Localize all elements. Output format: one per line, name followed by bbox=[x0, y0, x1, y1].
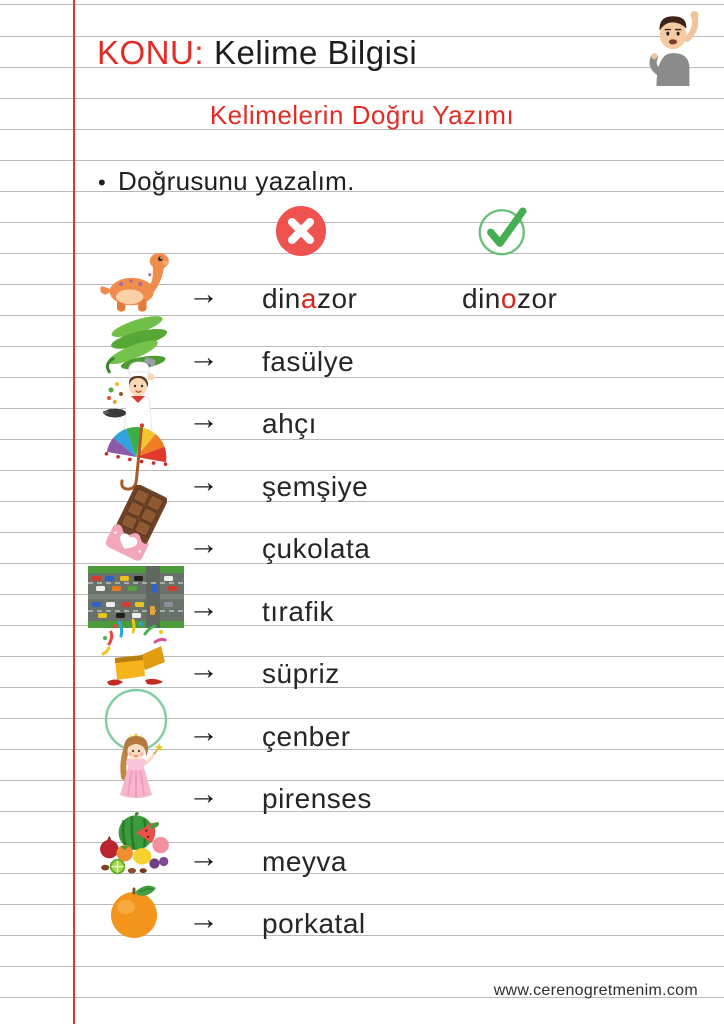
bullet-icon: • bbox=[98, 170, 107, 195]
misspelled-word: fasülye bbox=[262, 346, 355, 377]
check-circle-icon bbox=[477, 202, 532, 257]
x-circle-icon bbox=[276, 206, 326, 256]
misspelled-word: meyva bbox=[262, 846, 347, 877]
surprise-box-image bbox=[84, 618, 188, 692]
word-row bbox=[84, 753, 716, 817]
correct-word: dinozor bbox=[462, 283, 558, 314]
misspelled-word: şemşiye bbox=[262, 471, 369, 502]
page-title bbox=[97, 36, 417, 69]
word-row bbox=[84, 628, 716, 692]
chocolate-image bbox=[84, 485, 188, 567]
cheering-boy-icon bbox=[646, 8, 704, 86]
orange-image bbox=[84, 880, 188, 942]
worksheet-subtitle: Kelimelerin Doğru Yazımı bbox=[209, 100, 515, 130]
arrow-icon: → bbox=[188, 589, 219, 624]
princess-image bbox=[84, 731, 188, 817]
topic-title: Kelime Bilgisi bbox=[214, 34, 418, 71]
arrow-icon: → bbox=[188, 276, 219, 311]
arrow-icon: → bbox=[188, 339, 219, 374]
arrow-icon: → bbox=[188, 401, 219, 436]
notebook-margin-line bbox=[73, 0, 75, 1024]
misspelled-word: dinazor bbox=[262, 283, 358, 314]
topic-label: KONU: bbox=[97, 34, 205, 71]
arrow-icon: → bbox=[188, 464, 219, 499]
instruction-text: • Doğrusunu yazalım. bbox=[98, 166, 355, 196]
arrow-icon: → bbox=[188, 714, 219, 749]
misspelled-word: pirenses bbox=[262, 783, 372, 814]
arrow-icon: → bbox=[188, 651, 219, 686]
misspelled-word: tırafik bbox=[262, 596, 334, 627]
fruits-image bbox=[84, 810, 188, 880]
misspelled-word: süpriz bbox=[262, 658, 340, 689]
arrow-icon: → bbox=[188, 526, 219, 561]
word-row bbox=[84, 816, 716, 880]
misspelled-word: çukolata bbox=[262, 533, 371, 564]
misspelled-word: ahçı bbox=[262, 408, 317, 439]
arrow-icon: → bbox=[188, 839, 219, 874]
misspelled-word: çenber bbox=[262, 721, 351, 752]
arrow-icon: → bbox=[188, 776, 219, 811]
word-row bbox=[84, 503, 716, 567]
correct-word bbox=[462, 938, 716, 942]
arrow-icon: → bbox=[188, 901, 219, 936]
website-url: www.cerenogretmenim.com bbox=[493, 982, 698, 999]
misspelled-word: porkatal bbox=[262, 908, 366, 939]
word-row bbox=[84, 878, 716, 942]
